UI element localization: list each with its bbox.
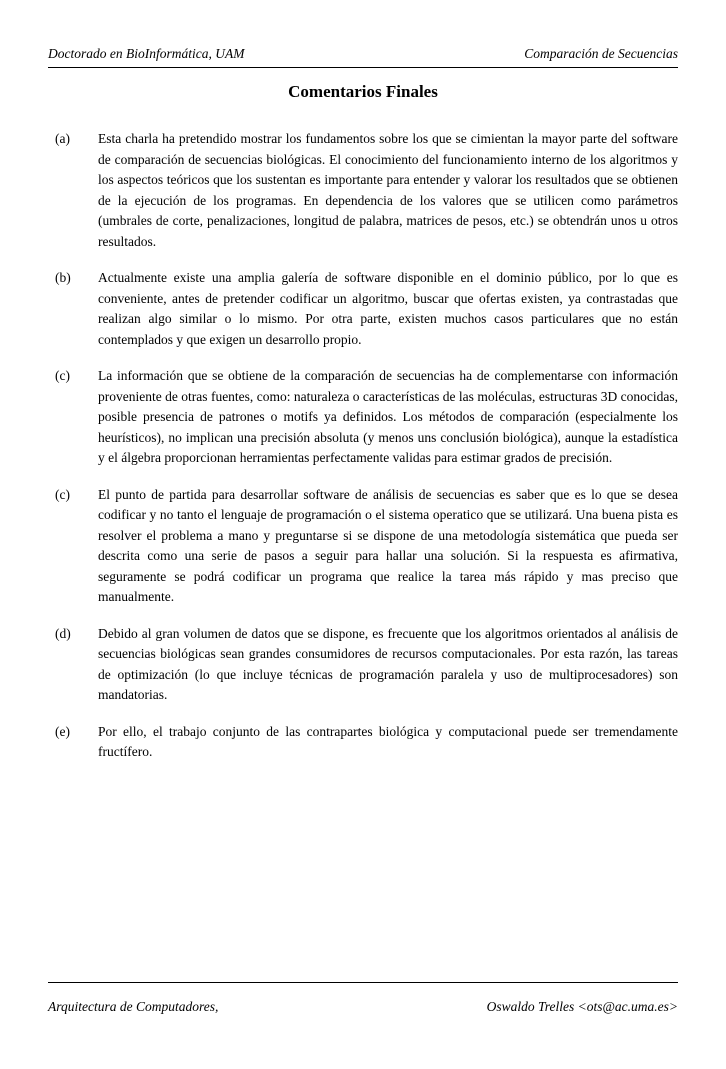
paragraph-label: (c) (55, 368, 70, 383)
page-header (48, 46, 678, 68)
document-body (48, 129, 678, 779)
paragraph-text: La información que se obtiene de la comparación de secuencias ha de complementarse con información proveniente de otras fuentes, como: naturaleza o características de las moléculas, estructuras 3D conocidas, posible presencia de patrones o motifs ya definidos. Los métodos de comparación (especialmente los heurísticos), no implican una precisión absoluta (y menos uns conclusión biológica), aunque la estadística y el álgebra proporcionan herramientas perfectamente validas para estimar grados de precisión. (98, 368, 678, 465)
paragraph-item-c2 (48, 485, 678, 608)
page-title: Comentarios Finales (288, 82, 438, 101)
paragraph-text: Actualmente existe una amplia galería de software disponible en el dominio público, por lo que es conveniente, antes de pretender codificar un algoritmo, buscar que ofertas existen, ya contrastadas que realizan algo similar o lo mismo. Por otra parte, existen muchos casos particulares que no están contemplados y que exigen un desarrollo propio. (98, 270, 678, 347)
page-footer (48, 982, 678, 1015)
paragraph-text: Por ello, el trabajo conjunto de las contrapartes biológica y computacional puede ser tremendamente fructífero. (98, 723, 678, 759)
paragraph-item-b (48, 268, 678, 350)
paragraph-label: (d) (55, 625, 71, 641)
footer-author-contact: Oswaldo Trelles <ots@ac.uma.es> (486, 999, 678, 1014)
paragraph-item-c1 (48, 366, 678, 469)
paragraph-text: Debido al gran volumen de datos que se dispone, es frecuente que los algoritmos orientados al análisis de secuencias biológicas sean grandes consumidores de recursos computacionales. Por esta razón, las tareas de optimización (lo que incluye técnicas de programación paralela y uso de multiprocesadores) son mandatorias. (98, 625, 678, 702)
header-course-label: Doctorado en BioInformática, UAM (48, 46, 245, 61)
paragraph-label: (a) (55, 131, 70, 146)
paragraph-item-e (48, 722, 678, 763)
paragraph-label: (b) (55, 270, 71, 285)
paragraph-label: (c) (55, 486, 70, 502)
paragraph-text: El punto de partida para desarrollar software de análisis de secuencias es saber que es lo que se desea codificar y no tanto el lenguaje de programación o el sistema operatico que se utilizará. Una buena pista es resolver el problema a mano y preguntarse si se dispone de una metodología sistemática que pueda ser descrita como una serie de pasos a seguir para hallar una solución. Si la respuesta es afirmativa, seguramente se podrá codificar un programa que realice la tarea más rápido y mas preciso que manualmente. (98, 486, 678, 604)
paragraph-text: Esta charla ha pretendido mostrar los fundamentos sobre los que se cimientan la mayor parte del software de comparación de secuencias biológicas. El conocimiento del funcionamiento interno de los algoritmos y los aspectos teóricos que los sustentan es importante para entender y valorar los resultados que se obtienen de la ejecución de los programas. En dependencia de los valores que se utilicen como parámetros (umbrales de corte, penalizaciones, longitud de palabra, matrices de pesos, etc.) se obtendrán unos u otros resultados. (98, 131, 678, 249)
paragraph-item-a (48, 129, 678, 252)
footer-department-label: Arquitectura de Computadores, (48, 999, 219, 1014)
paragraph-label: (e) (55, 723, 70, 739)
paragraph-item-d (48, 624, 678, 706)
header-topic-label: Comparación de Secuencias (524, 46, 678, 61)
